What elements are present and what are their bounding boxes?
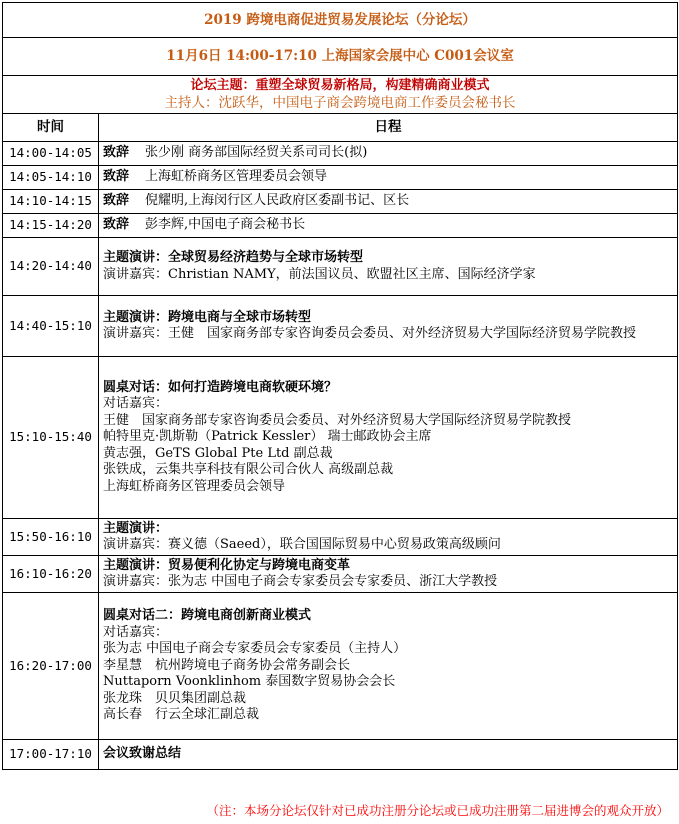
row-time: 14:20-14:40 xyxy=(3,238,99,296)
session-line: 张为志 中国电子商会专家委员会专家委员（主持人） xyxy=(103,641,407,657)
session-heading: 主题演讲：跨境电商与全球市场转型 xyxy=(103,309,312,325)
row-text: 彭李辉,中国电子商会秘书长 xyxy=(145,217,306,233)
session-heading: 主题演讲：贸易便利化协定与跨境电商变革 xyxy=(103,557,351,573)
session-line: 帕特里克·凯斯勒（Patrick Kessler） 瑞士邮政协会主席 xyxy=(103,429,432,445)
session-line: 演讲嘉宾：Christian NAMY，前法国议员、欧盟社区主席、国际经济学家 xyxy=(103,266,536,282)
table-row xyxy=(3,740,678,770)
row-time: 17:00-17:10 xyxy=(3,740,99,770)
forum-theme: 论坛主题：重塑全球贸易新格局，构建精确商业模式 xyxy=(190,78,490,93)
table-row xyxy=(3,593,678,740)
session-line: 黄志强，GeTS Global Pte Ltd 副总裁 xyxy=(103,445,333,461)
session-line: 李星慧 杭州跨境电子商务协会常务副会长 xyxy=(103,657,351,673)
row-time: 16:10-16:20 xyxy=(3,556,99,593)
session-line: 上海虹桥商务区管理委员会领导 xyxy=(103,478,286,494)
session-line: 演讲嘉宾：张为志 中国电子商会专家委员会专家委员、浙江大学教授 xyxy=(103,574,498,589)
row-time: 14:00-14:05 xyxy=(3,142,99,166)
forum-host: 主持人：沈跃华，中国电子商会跨境电商工作委员会秘书长 xyxy=(164,94,516,111)
session-line: 对话嘉宾： xyxy=(103,396,169,412)
row-tag: 致辞 xyxy=(103,145,130,161)
session-heading: 会议致谢总结 xyxy=(103,746,182,762)
row-program xyxy=(99,166,678,190)
row-time: 15:50-16:10 xyxy=(3,519,99,556)
footnote: （注：本场分论坛仅针对已成功注册分论坛或已成功注册第二届进博会的观众开放） xyxy=(206,803,669,818)
table-row xyxy=(3,296,678,357)
row-time: 15:10-15:40 xyxy=(3,357,99,519)
session-line: 高长春 行云全球汇副总裁 xyxy=(103,707,260,723)
row-program xyxy=(99,238,678,296)
row-program xyxy=(99,214,678,238)
row-time: 14:40-15:10 xyxy=(3,296,99,357)
program-column-header: 日程 xyxy=(99,114,678,142)
row-text: 张少刚 商务部国际经贸关系司司长(拟) xyxy=(145,145,368,161)
session-heading: 主题演讲：全球贸易经济趋势与全球市场转型 xyxy=(103,250,364,265)
row-time: 14:10-14:15 xyxy=(3,190,99,214)
session-line: 演讲嘉宾：赛义德（Saeed），联合国国际贸易中心贸易政策高级顾问 xyxy=(103,537,501,552)
row-program xyxy=(99,556,678,593)
row-program xyxy=(99,740,678,770)
session-line: 王健 国家商务部专家咨询委员会委员、对外经济贸易大学国际经济贸易学院教授 xyxy=(103,412,572,428)
row-program xyxy=(99,142,678,166)
table-row xyxy=(3,190,678,214)
row-program xyxy=(99,593,678,740)
forum-title: 2019 跨境电商促进贸易发展论坛（分论坛） xyxy=(3,3,678,38)
table-row xyxy=(3,519,678,556)
row-time: 14:05-14:10 xyxy=(3,166,99,190)
table-row xyxy=(3,142,678,166)
session-line: 张龙珠 贝贝集团副总裁 xyxy=(103,690,247,706)
session-line: Nuttaporn Voonklinhom 泰国数字贸易协会会长 xyxy=(103,674,396,690)
row-program xyxy=(99,357,678,519)
row-program xyxy=(99,190,678,214)
table-row xyxy=(3,238,678,296)
table-row xyxy=(3,357,678,519)
row-tag: 致辞 xyxy=(103,217,130,233)
table-row xyxy=(3,556,678,593)
forum-datetime: 11月6日 14:00-17:10 上海国家会展中心 C001会议室 xyxy=(3,38,678,76)
row-time: 16:20-17:00 xyxy=(3,593,99,740)
table-row xyxy=(3,214,678,238)
row-text: 倪耀明,上海闵行区人民政府区委副书记、区长 xyxy=(145,193,410,209)
row-tag: 致辞 xyxy=(103,193,130,209)
row-program xyxy=(99,519,678,556)
table-row xyxy=(3,166,678,190)
session-line: 对话嘉宾： xyxy=(103,624,169,640)
session-heading: 圆桌对话二：跨境电商创新商业模式 xyxy=(103,608,312,624)
theme-cell xyxy=(3,76,678,114)
session-heading: 主题演讲： xyxy=(103,520,169,536)
session-line: 演讲嘉宾：王健 国家商务部专家咨询委员会委员、对外经济贸易大学国际经济贸易学院教授 xyxy=(103,326,637,341)
agenda-table xyxy=(2,2,678,770)
agenda-sheet xyxy=(2,2,677,770)
session-heading: 圆桌对话：如何打造跨境电商软硬环境？ xyxy=(103,379,338,395)
row-tag: 致辞 xyxy=(103,169,130,185)
time-column-header: 时间 xyxy=(3,114,99,142)
session-line: 张铁成，云集共享科技有限公司合伙人 高级副总裁 xyxy=(103,462,394,478)
row-program xyxy=(99,296,678,357)
row-time: 14:15-14:20 xyxy=(3,214,99,238)
row-text: 上海虹桥商务区管理委员会领导 xyxy=(145,169,328,185)
